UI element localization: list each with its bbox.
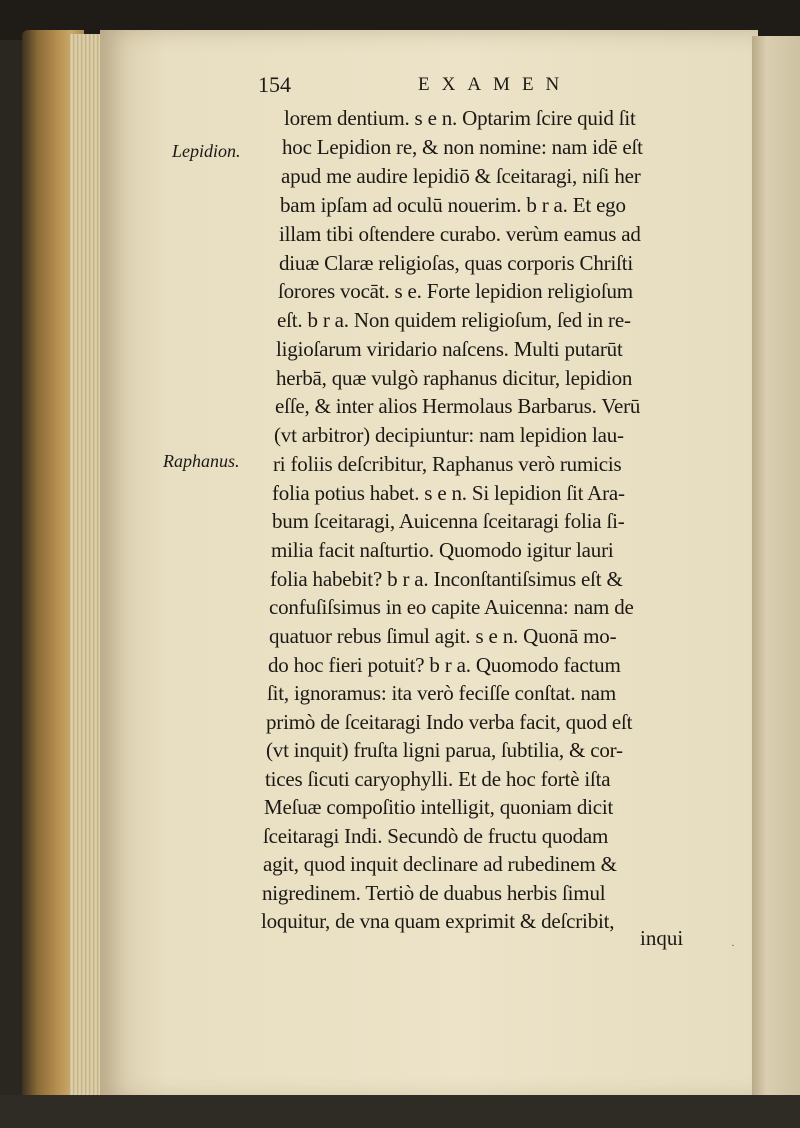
text-line: herbā, quæ vulgò raphanus dicitur, lepidion xyxy=(276,366,633,390)
text-line: illam tibi oſtendere curabo. verùm eamus ad xyxy=(279,222,641,246)
text-line: folia habebit? b r a. Inconſtantiſsimus eſt & xyxy=(270,567,623,591)
page-mark: · xyxy=(731,938,735,952)
text-line: lorem dentium. s e n. Optarim ſcire quid ſit xyxy=(284,106,636,130)
text-line: (vt arbitror) decipiuntur: nam lepidion lau- xyxy=(274,423,624,447)
marginal-note-raphanus: Raphanus. xyxy=(163,451,240,471)
text-line: ri foliis deſcribitur, Raphanus verò rumicis xyxy=(273,452,622,476)
text-line: ſorores vocāt. s e. Forte lepidion religioſum xyxy=(278,279,633,303)
page-header xyxy=(0,72,800,102)
text-line: do hoc fieri potuit? b r a. Quomodo factum xyxy=(268,653,621,677)
text-line: quatuor rebus ſimul agit. s e n. Quonā mo- xyxy=(269,624,617,648)
facing-page-edge xyxy=(752,36,800,1096)
text-line: Meſuæ compoſitio intelligit, quoniam dicit xyxy=(264,795,614,819)
text-line: confuſiſsimus in eo capite Auicenna: nam de xyxy=(269,595,634,619)
text-line: ſit, ignoramus: ita verò feciſſe conſtat. nam xyxy=(267,681,617,705)
text-line: loquitur, de vna quam exprimit & deſcribit, xyxy=(261,909,615,933)
text-line: folia potius habet. s e n. Si lepidion ſit Ara- xyxy=(272,481,625,505)
text-line: (vt inquit) fruſta ligni parua, ſubtilia, & cor- xyxy=(266,738,623,762)
text-line: nigredinem. Tertiò de duabus herbis ſimul xyxy=(262,881,606,905)
text-line: ligioſarum viridario naſcens. Multi putarūt xyxy=(276,337,623,361)
background-bottom xyxy=(0,1095,800,1128)
text-line: milia facit naſturtio. Quomodo igitur lauri xyxy=(271,538,614,562)
text-line: bum ſceitaragi, Auicenna ſceitaragi folia ſi- xyxy=(272,509,625,533)
text-line: tices ſicuti caryophylli. Et de hoc fortè iſta xyxy=(265,767,611,791)
catchword: inqui xyxy=(640,926,684,950)
text-line: primò de ſceitaragi Indo verba facit, quod eſt xyxy=(266,710,633,734)
text-line: apud me audire lepidiō & ſceitaragi, niſi her xyxy=(281,164,641,188)
text-line: eſt. b r a. Non quidem religioſum, ſed in re- xyxy=(277,308,631,332)
marginal-note-lepidion: Lepidion. xyxy=(172,141,241,161)
page-number: 154 xyxy=(258,72,291,97)
text-line: ſceitaragi Indi. Secundò de fructu quodam xyxy=(263,824,609,848)
text-line: hoc Lepidion re, & non nomine: nam idē eſt xyxy=(282,135,643,159)
text-line: bam ipſam ad oculū nouerim. b r a. Et ego xyxy=(280,193,626,217)
running-head: EXAMEN xyxy=(418,74,572,95)
text-line: diuæ Claræ religioſas, quas corporis Chriſti xyxy=(279,251,633,275)
text-line: agit, quod inquit declinare ad rubedinem & xyxy=(263,852,617,876)
text-line: eſſe, & inter alios Hermolaus Barbarus. Verū xyxy=(275,394,641,418)
